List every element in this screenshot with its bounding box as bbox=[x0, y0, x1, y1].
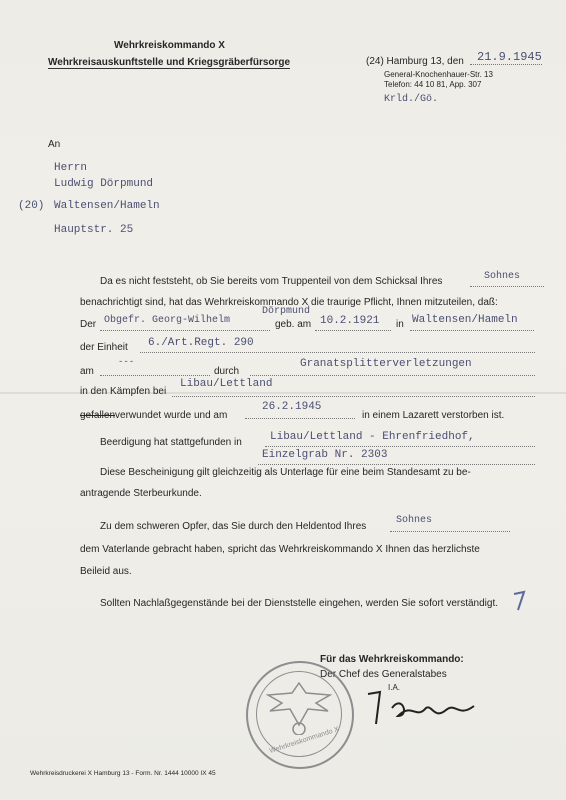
unit-label: der Einheit bbox=[80, 342, 128, 353]
signature-icon bbox=[362, 686, 492, 730]
cert-line1: Diese Bescheinigung gilt gleichzeitig als Unterlage für eine beim Standesamt zu be- bbox=[100, 467, 471, 478]
official-stamp bbox=[246, 661, 354, 769]
condolence-line3: Beileid aus. bbox=[80, 566, 132, 577]
for-label: Für das Wehrkreiskommando: bbox=[320, 654, 464, 665]
wounded-row bbox=[80, 410, 227, 421]
wounded-label: verwundet wurde und am bbox=[115, 410, 228, 421]
ia-label: I.A. bbox=[388, 683, 401, 692]
wounded-prefix: gefallen bbox=[80, 410, 116, 421]
recipient-salutation: Herrn bbox=[54, 162, 88, 174]
address-phone: Telefon: 44 10 81, App. 307 bbox=[384, 80, 482, 89]
condolence-line2: dem Vaterlande gebracht haben, spricht das Wehrkreiskommando X Ihnen das herzlichste bbox=[80, 544, 480, 555]
recipient-city: Waltensen/Hameln bbox=[54, 200, 160, 212]
name-dotline bbox=[100, 330, 270, 331]
letter-date: 21.9.1945 bbox=[477, 50, 542, 64]
cause-dotline bbox=[250, 375, 535, 376]
address-street: General-Knochenhauer-Str. 13 bbox=[384, 70, 493, 79]
relation-field-2: Sohnes bbox=[396, 515, 433, 526]
date-dotline bbox=[470, 64, 542, 65]
printer-footer: Wehrkreisdruckerei X Hamburg 13 - Form. Nr. 1444 10000 IX 45 bbox=[30, 770, 216, 777]
burial-dotline2 bbox=[258, 464, 535, 465]
burial-line2: Einzelgrab Nr. 2303 bbox=[262, 449, 388, 461]
rank-name: Obgefr. Georg-Wilhelm bbox=[104, 315, 231, 326]
surname: Dörpmund bbox=[262, 306, 311, 317]
eagle-icon bbox=[262, 675, 336, 735]
am-dotline bbox=[100, 375, 210, 376]
org-title: Wehrkreiskommando X bbox=[114, 40, 225, 51]
unit-value: 6./Art.Regt. 290 bbox=[148, 337, 254, 349]
stamp-text: Wehrkreiskommando X bbox=[268, 725, 340, 756]
birth-place: Waltensen/Hameln bbox=[412, 314, 518, 326]
burial-dotline1 bbox=[265, 446, 535, 447]
der-label: Der bbox=[80, 319, 97, 330]
relation2-dotline bbox=[390, 531, 510, 532]
reference-code: Krld./Gö. bbox=[384, 94, 439, 105]
place-prefix: (24) Hamburg 13, den bbox=[366, 56, 464, 67]
condolence-line1: Zu dem schweren Opfer, das Sie durch den Heldentod Ihres bbox=[100, 521, 367, 532]
durch-label: durch bbox=[214, 366, 240, 377]
intro-line: Da es nicht feststeht, ob Sie bereits vom Truppenteil von dem Schicksal Ihres bbox=[100, 276, 443, 287]
recipient-street: Hauptstr. 25 bbox=[54, 224, 134, 236]
am-label: am bbox=[80, 366, 94, 377]
deathdate-dotline bbox=[245, 418, 355, 419]
birthdate-dotline bbox=[315, 330, 391, 331]
unit-dotline bbox=[140, 352, 535, 353]
handwritten-mark-icon bbox=[510, 588, 528, 612]
notice-line: benachrichtigt sind, hat das Wehrkreiskommando X die traurige Pflicht, Ihnen mitzuteilen, daß: bbox=[80, 297, 498, 308]
cause-value: Granatsplitterverletzungen bbox=[300, 358, 472, 370]
burial-line1: Libau/Lettland - Ehrenfriedhof, bbox=[270, 431, 475, 443]
am-value: --- bbox=[118, 357, 135, 367]
birth-date: 10.2.1921 bbox=[320, 315, 380, 327]
burial-label: Beerdigung hat stattgefunden in bbox=[100, 437, 242, 448]
death-date: 26.2.1945 bbox=[262, 401, 322, 413]
born-label: geb. am bbox=[275, 319, 312, 330]
relation-field: Sohnes bbox=[484, 271, 521, 282]
in-label: in bbox=[396, 319, 404, 330]
org-subtitle: Wehrkreisauskunftstelle und Kriegsgräberfürsorge bbox=[48, 57, 291, 68]
to-label: An bbox=[48, 139, 61, 150]
recipient-name: Ludwig Dörpmund bbox=[54, 178, 154, 190]
battle-dotline bbox=[172, 396, 535, 397]
chief-label: Der Chef des Generalstabes bbox=[320, 669, 447, 680]
relation-dotline bbox=[470, 286, 544, 287]
battle-place: Libau/Lettland bbox=[180, 378, 273, 390]
cert-line2: antragende Sterbeurkunde. bbox=[80, 488, 202, 499]
estate-line: Sollten Nachlaßgegenstände bei der Dienststelle eingehen, werden Sie sofort verständigt. bbox=[100, 598, 499, 609]
battle-label: in den Kämpfen bei bbox=[80, 386, 167, 397]
recipient-postal-code: (20) bbox=[18, 200, 45, 212]
hospital-label: in einem Lazarett verstorben ist. bbox=[362, 410, 505, 421]
birthplace-dotline bbox=[410, 330, 534, 331]
